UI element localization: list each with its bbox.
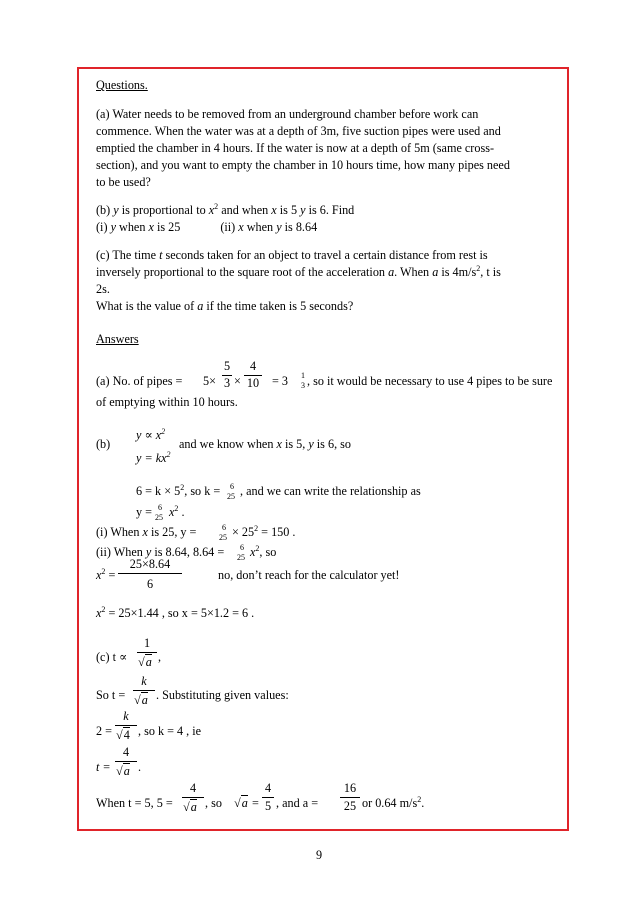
questions-heading: Questions. [96,78,148,92]
answers-heading: Answers [96,332,139,346]
page-number: 9 [315,848,323,862]
